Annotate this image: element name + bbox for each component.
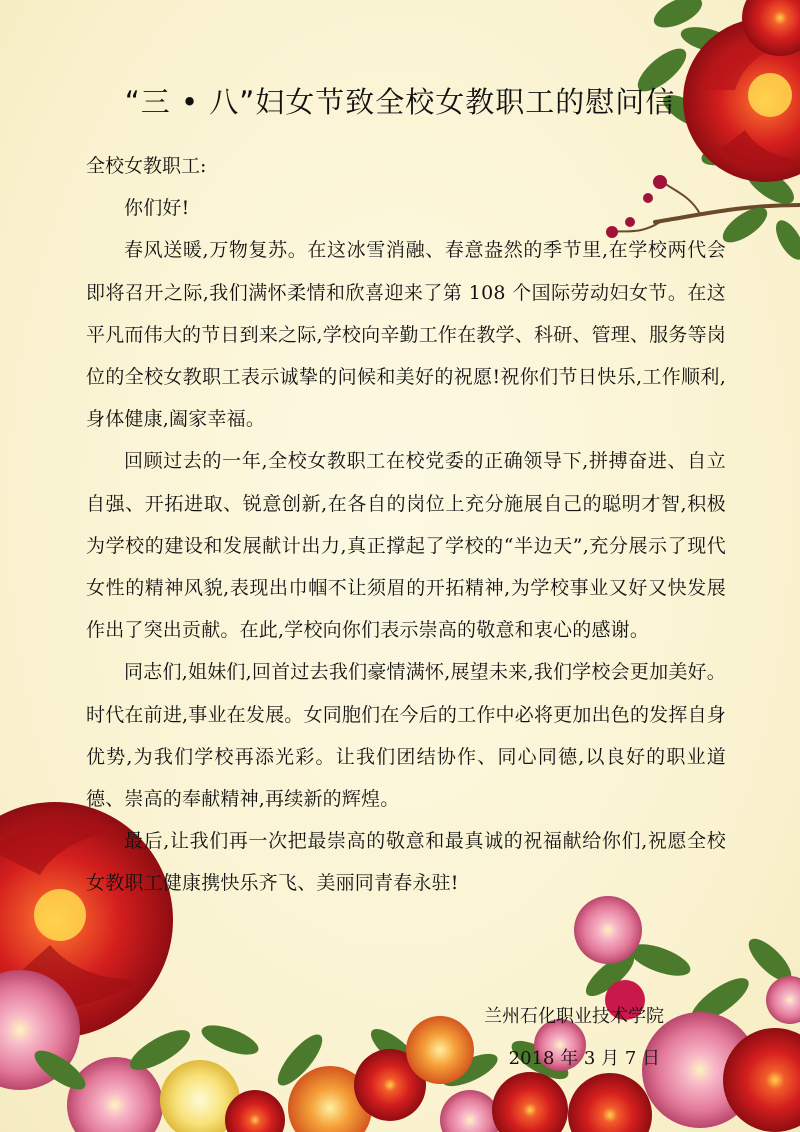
greeting-paragraph: 你们好! xyxy=(124,197,190,220)
paragraph-review: 回顾过去的一年,全校女教职工在校党委的正确领导下,拼搏奋进、自立自强、开拓进取、锐意创新,在各自的岗位上充分施展自己的聪明才智,积极为学校的建设和发展献计出力,真正撑起了学校的“半边天”,充分展示了现代女性的精神风貌,表现出巾帼不让须眉的开拓精神,为学校事业又好又快发展作出了突出贡献。在此,学校向你们表示崇高的敬意和衷心的感谢。 xyxy=(86,450,726,642)
flowers-bottom-row xyxy=(160,896,800,1132)
letter-body xyxy=(86,145,726,905)
paragraph-outlook: 同志们,姐妹们,回首过去我们豪情满怀,展望未来,我们学校会更加美好。时代在前进,事业在发展。女同胞们在今后的工作中必将更加出色的发挥自身优势,为我们学校再添光彩。让我们团结协作、同心同德,以良好的职业道德、崇高的奉献精神,再续新的辉煌。 xyxy=(86,661,726,811)
signature-block xyxy=(484,996,664,1080)
paragraph-closing: 最后,让我们再一次把最崇高的敬意和最真诚的祝福献给你们,祝愿全校女教职工健康携快乐齐飞、美丽同青春永驻! xyxy=(86,830,726,895)
letter-title: “三 • 八”妇女节致全校女教职工的慰问信 xyxy=(124,85,676,119)
signature-date: 2018 年 3 月 7 日 xyxy=(508,1048,660,1069)
signature-organization: 兰州石化职业技术学院 xyxy=(484,1006,664,1027)
paragraph-spring: 春风送暖,万物复苏。在这冰雪消融、春意盎然的季节里,在学校两代会即将召开之际,我们满怀柔情和欣喜迎来了第 108 个国际劳动妇女节。在这平凡而伟大的节日到来之际,学校向辛勤工作在教学、科研、管理、服务等岗位的全校女教职工表示诚挚的问候和美好的祝愿!祝你们节日快乐,工作顺利,身体健康,阖家幸福。 xyxy=(86,239,726,431)
salutation: 全校女教职工: xyxy=(86,155,207,177)
